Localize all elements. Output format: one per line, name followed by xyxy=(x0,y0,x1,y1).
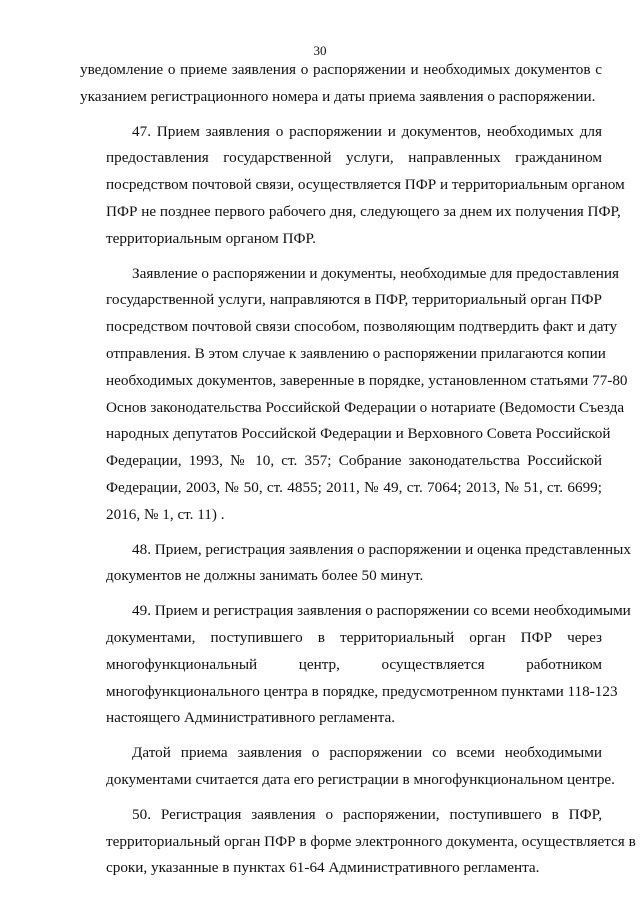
text-line: Заявление о распоряжении и документы, необходимые для предоставления xyxy=(132,264,619,282)
paragraph-p49 xyxy=(80,598,631,732)
text-line: 47. Прием заявления о распоряжении и документов, необходимых для xyxy=(132,122,602,140)
text-line: Федерации, 1993, № 10, ст. 357; Собрание законодательства Российской xyxy=(106,452,602,470)
page-number: 30 xyxy=(313,43,327,58)
text-line: Датой приема заявления о распоряжении со всеми необходимыми xyxy=(132,744,602,762)
paragraph-p50 xyxy=(80,802,636,882)
text-line: территориальный орган ПФР в форме электронного документа, осуществляется в xyxy=(106,832,636,850)
text-line: указанием регистрационного номера и даты приема заявления о распоряжении. xyxy=(80,87,596,105)
text-line: 49. Прием и регистрация заявления о распоряжении со всеми необходимыми xyxy=(132,602,631,620)
document-body xyxy=(80,57,636,882)
text-line: уведомление о приеме заявления о распоряжении и необходимых документов с xyxy=(80,61,602,78)
text-line: народных депутатов Российской Федерации и Верховного Совета Российской xyxy=(106,425,611,443)
text-line: многофункциональный центр, осуществляется работником xyxy=(106,655,602,673)
text-line: предоставления государственной услуги, направленных гражданином xyxy=(106,149,602,167)
text-line: государственной услуги, направляются в ПФР, территориальный орган ПФР xyxy=(106,291,602,309)
text-line: 50. Регистрация заявления о распоряжении, поступившего в ПФР, xyxy=(132,805,602,823)
text-line: территориальным органом ПФР. xyxy=(106,229,316,247)
text-line: настоящего Административного регламента. xyxy=(106,709,396,727)
text-line: посредством почтовой связи способом, позволяющим подтвердить факт и дату xyxy=(106,318,618,336)
paragraph-p47b xyxy=(80,261,628,529)
text-line: необходимых документов, заверенные в порядке, установленном статьями 77-80 xyxy=(106,371,628,389)
paragraph-p48 xyxy=(80,537,631,591)
text-line: многофункционального центра в порядке, предусмотренном пунктами 118-123 xyxy=(106,682,618,700)
paragraph-p47 xyxy=(80,119,625,253)
text-line: Основ законодательства Российской Федерации о нотариате (Ведомости Съезда xyxy=(106,398,625,416)
text-line: 48. Прием, регистрация заявления о распоряжении и оценка представленных xyxy=(132,540,631,558)
text-line: документами, поступившего в территориальный орган ПФР через xyxy=(106,628,602,646)
text-line: ПФР не позднее первого рабочего дня, следующего за днем их получения ПФР, xyxy=(106,202,621,220)
text-line: документов не должны занимать более 50 минут. xyxy=(106,567,424,585)
text-line: 2016, № 1, ст. 11) . xyxy=(106,505,225,523)
text-line: Федерации, 2003, № 50, ст. 4855; 2011, № 49, ст. 7064; 2013, № 51, ст. 6699; xyxy=(106,478,602,496)
text-line: документами считается дата его регистрации в многофункциональном центре. xyxy=(106,770,615,788)
paragraph-p49b xyxy=(80,740,615,794)
text-line: посредством почтовой связи, осуществляется ПФР и территориальным органом xyxy=(106,176,625,194)
text-line: отправления. В этом случае к заявлению о распоряжении прилагаются копии xyxy=(106,344,606,362)
paragraph-p0 xyxy=(80,57,602,111)
text-line: сроки, указанные в пунктах 61-64 Административного регламента. xyxy=(106,859,540,877)
